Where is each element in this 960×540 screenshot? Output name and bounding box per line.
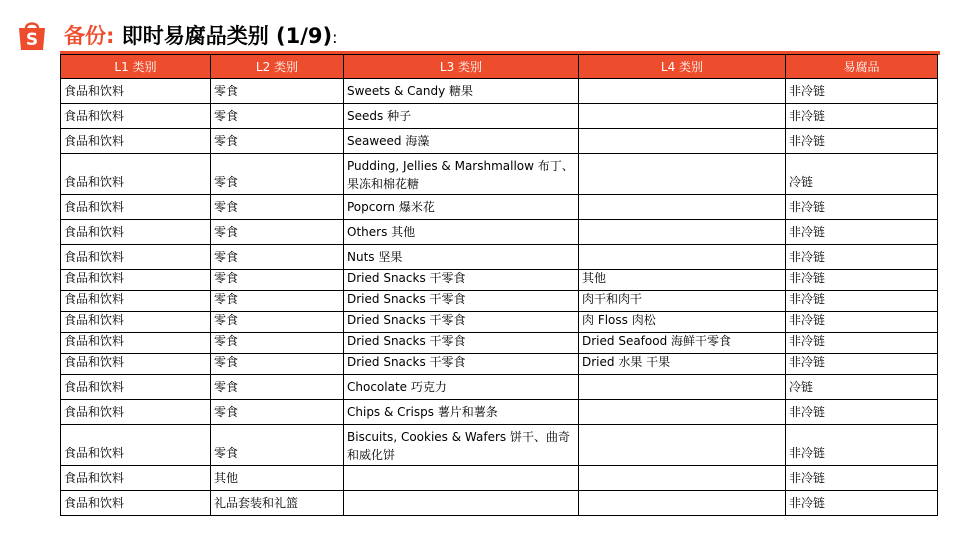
cell-l4	[579, 491, 786, 516]
cell-l2: 零食	[211, 154, 344, 195]
page-title	[64, 21, 338, 51]
cell-l2: 零食	[211, 104, 344, 129]
cell-l3: Chips & Crisps 薯片和薯条	[344, 400, 579, 425]
cell-l4	[579, 154, 786, 195]
cell-l2: 零食	[211, 425, 344, 466]
cell-l2: 零食	[211, 220, 344, 245]
cell-l4	[579, 466, 786, 491]
cell-l2: 零食	[211, 400, 344, 425]
table-row	[61, 291, 938, 312]
cell-l2: 零食	[211, 195, 344, 220]
cell-l4	[579, 220, 786, 245]
category-table	[60, 54, 938, 516]
cell-l3	[344, 466, 579, 491]
cell-perishable: 非冷链	[786, 333, 938, 354]
cell-l4: Dried 水果 干果	[579, 354, 786, 375]
cell-l3	[344, 491, 579, 516]
cell-l4: Dried Seafood 海鲜干零食	[579, 333, 786, 354]
cell-l4	[579, 195, 786, 220]
cell-perishable: 非冷链	[786, 291, 938, 312]
cell-l1: 食品和饮料	[61, 79, 211, 104]
cell-l1: 食品和饮料	[61, 220, 211, 245]
cell-l2: 零食	[211, 129, 344, 154]
cell-l2: 其他	[211, 466, 344, 491]
table-row	[61, 400, 938, 425]
cell-l1: 食品和饮料	[61, 129, 211, 154]
cell-l3: Popcorn 爆米花	[344, 195, 579, 220]
cell-l2: 零食	[211, 333, 344, 354]
cell-l2: 零食	[211, 79, 344, 104]
cell-l2: 零食	[211, 270, 344, 291]
cell-perishable: 冷链	[786, 375, 938, 400]
cell-l4	[579, 425, 786, 466]
cell-perishable: 非冷链	[786, 425, 938, 466]
cell-l4	[579, 104, 786, 129]
cell-perishable: 冷链	[786, 154, 938, 195]
cell-l3: Dried Snacks 干零食	[344, 354, 579, 375]
cell-l4: 其他	[579, 270, 786, 291]
table-row	[61, 466, 938, 491]
table-row	[61, 333, 938, 354]
cell-perishable: 非冷链	[786, 312, 938, 333]
cell-perishable: 非冷链	[786, 354, 938, 375]
cell-perishable: 非冷链	[786, 245, 938, 270]
cell-perishable: 非冷链	[786, 129, 938, 154]
cell-l2: 零食	[211, 375, 344, 400]
cell-l3: Seaweed 海藻	[344, 129, 579, 154]
cell-perishable: 非冷链	[786, 491, 938, 516]
cell-perishable: 非冷链	[786, 220, 938, 245]
cell-perishable: 非冷链	[786, 270, 938, 291]
table-header-row	[61, 55, 938, 79]
table-row	[61, 154, 938, 195]
cell-l3: Dried Snacks 干零食	[344, 333, 579, 354]
cell-l1: 食品和饮料	[61, 491, 211, 516]
cell-l3: Dried Snacks 干零食	[344, 270, 579, 291]
cell-l2: 零食	[211, 291, 344, 312]
column-header-perishable: 易腐品	[786, 55, 938, 79]
table-row	[61, 270, 938, 291]
cell-l2: 零食	[211, 312, 344, 333]
cell-perishable: 非冷链	[786, 79, 938, 104]
cell-l3: Chocolate 巧克力	[344, 375, 579, 400]
cell-l3: Nuts 坚果	[344, 245, 579, 270]
cell-l3: Sweets & Candy 糖果	[344, 79, 579, 104]
cell-l1: 食品和饮料	[61, 245, 211, 270]
cell-l4	[579, 375, 786, 400]
title-prefix: 备份:	[64, 24, 115, 48]
table-row	[61, 375, 938, 400]
cell-l2: 零食	[211, 245, 344, 270]
cell-perishable: 非冷链	[786, 104, 938, 129]
cell-l1: 食品和饮料	[61, 154, 211, 195]
cell-l1: 食品和饮料	[61, 354, 211, 375]
table-row	[61, 425, 938, 466]
cell-l1: 食品和饮料	[61, 195, 211, 220]
cell-l4	[579, 245, 786, 270]
table-row	[61, 312, 938, 333]
table-row	[61, 79, 938, 104]
table-row	[61, 354, 938, 375]
cell-l3: Biscuits, Cookies & Wafers 饼干、曲奇和威化饼	[344, 425, 579, 466]
cell-l1: 食品和饮料	[61, 291, 211, 312]
table-row	[61, 129, 938, 154]
table-row	[61, 195, 938, 220]
column-header-l3: L3 类别	[344, 55, 579, 79]
table-row	[61, 245, 938, 270]
title-colon: :	[332, 28, 338, 47]
cell-l1: 食品和饮料	[61, 312, 211, 333]
cell-l3: Seeds 种子	[344, 104, 579, 129]
cell-l4: 肉 Floss 肉松	[579, 312, 786, 333]
title-text: 即时易腐品类别 (1/9)	[121, 24, 333, 48]
cell-l4	[579, 129, 786, 154]
cell-l1: 食品和饮料	[61, 400, 211, 425]
table-row	[61, 104, 938, 129]
cell-l2: 零食	[211, 354, 344, 375]
column-header-l2: L2 类别	[211, 55, 344, 79]
cell-l3: Dried Snacks 干零食	[344, 312, 579, 333]
cell-l4: 肉干和肉干	[579, 291, 786, 312]
table-row	[61, 491, 938, 516]
cell-l1: 食品和饮料	[61, 104, 211, 129]
cell-l1: 食品和饮料	[61, 333, 211, 354]
shopee-bag-icon	[15, 18, 49, 52]
cell-l1: 食品和饮料	[61, 425, 211, 466]
cell-l3: Dried Snacks 干零食	[344, 291, 579, 312]
cell-l2: 礼品套装和礼篮	[211, 491, 344, 516]
cell-l1: 食品和饮料	[61, 466, 211, 491]
cell-l3: Pudding, Jellies & Marshmallow 布丁、果冻和棉花糖	[344, 154, 579, 195]
cell-l3: Others 其他	[344, 220, 579, 245]
svg-text:S: S	[25, 30, 39, 50]
cell-perishable: 非冷链	[786, 195, 938, 220]
table-row	[61, 220, 938, 245]
cell-l4	[579, 79, 786, 104]
column-header-l1: L1 类别	[61, 55, 211, 79]
cell-perishable: 非冷链	[786, 466, 938, 491]
column-header-l4: L4 类别	[579, 55, 786, 79]
cell-perishable: 非冷链	[786, 400, 938, 425]
cell-l1: 食品和饮料	[61, 375, 211, 400]
cell-l1: 食品和饮料	[61, 270, 211, 291]
cell-l4	[579, 400, 786, 425]
